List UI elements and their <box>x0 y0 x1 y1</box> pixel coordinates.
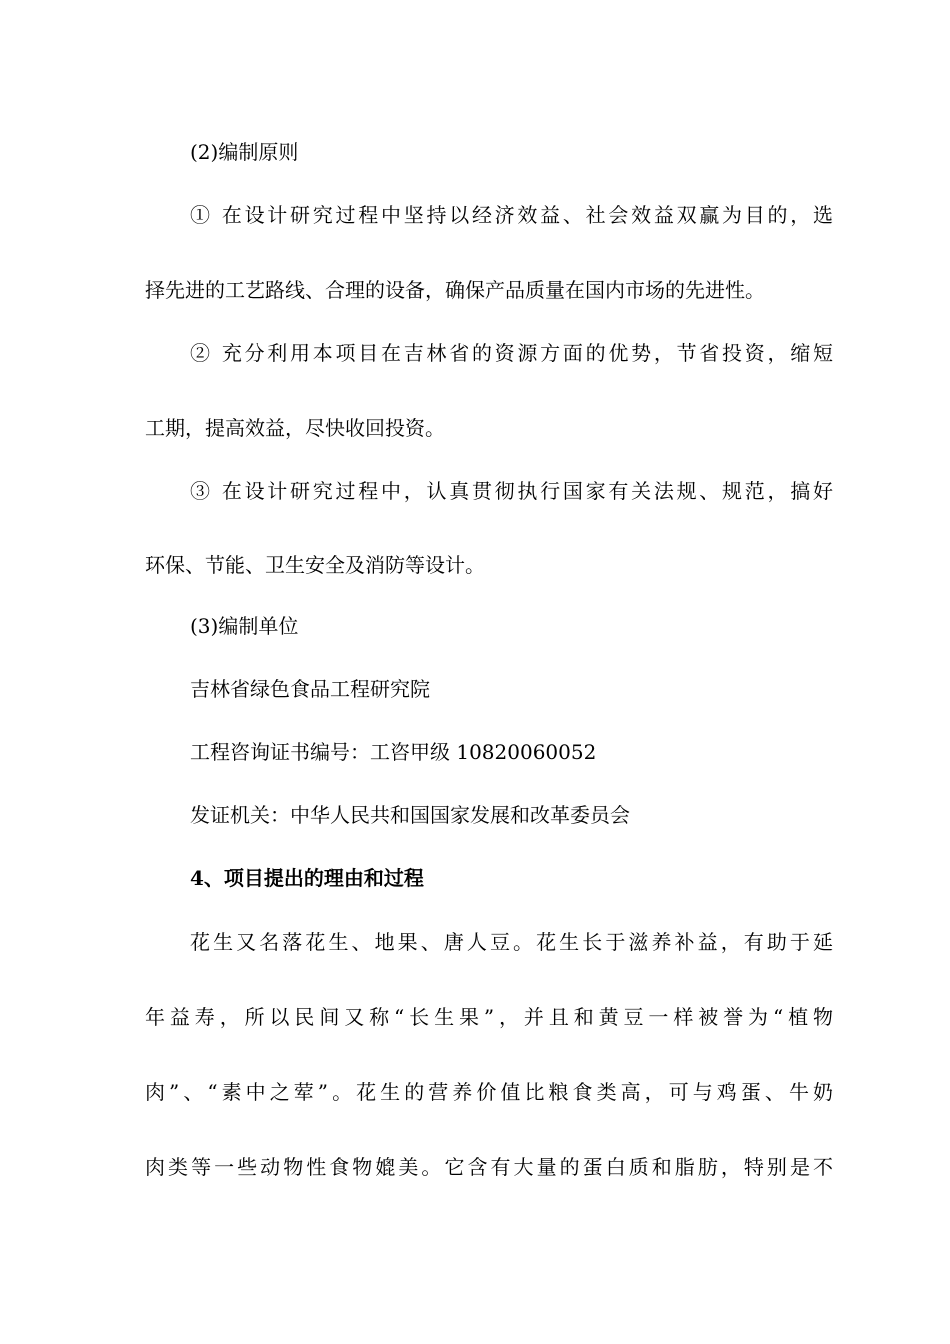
section-4-heading: 4、项目提出的理由和过程 <box>190 866 424 890</box>
principle-3-line-1: ③ 在设计研究过程中，认真贯彻执行国家有关法规、规范，搞好 <box>190 479 833 503</box>
heading-compilation-unit: (3)编制单位 <box>190 614 299 638</box>
principle-2-line-1: ② 充分利用本项目在吉林省的资源方面的优势，节省投资，缩短 <box>190 341 833 365</box>
principle-3-line-2: 环保、节能、卫生安全及消防等设计。 <box>145 553 485 577</box>
peanut-paragraph-line-2: 年益寿，所以民间又称“长生果”，并且和黄豆一样被誉为“植物 <box>145 1005 833 1029</box>
principle-2-line-2: 工期，提高效益，尽快收回投资。 <box>145 416 445 440</box>
principle-1-line-2: 择先进的工艺路线、合理的设备，确保产品质量在国内市场的先进性。 <box>145 278 765 302</box>
principle-1-line-1: ① 在设计研究过程中坚持以经济效益、社会效益双赢为目的，选 <box>190 203 833 227</box>
heading-compilation-principles: (2)编制原则 <box>190 140 299 164</box>
unit-name: 吉林省绿色食品工程研究院 <box>190 677 430 701</box>
peanut-paragraph-line-3: 肉”、“素中之荤”。花生的营养价值比粮食类高，可与鸡蛋、牛奶 <box>145 1080 833 1104</box>
peanut-paragraph-line-4: 肉类等一些动物性食物媲美。它含有大量的蛋白质和脂肪，特别是不 <box>145 1155 833 1179</box>
certificate-issuer: 发证机关：中华人民共和国国家发展和改革委员会 <box>190 803 630 827</box>
certificate-number: 工程咨询证书编号：工咨甲级 10820060052 <box>190 740 597 764</box>
peanut-paragraph-line-1: 花生又名落花生、地果、唐人豆。花生长于滋养补益，有助于延 <box>190 930 833 954</box>
